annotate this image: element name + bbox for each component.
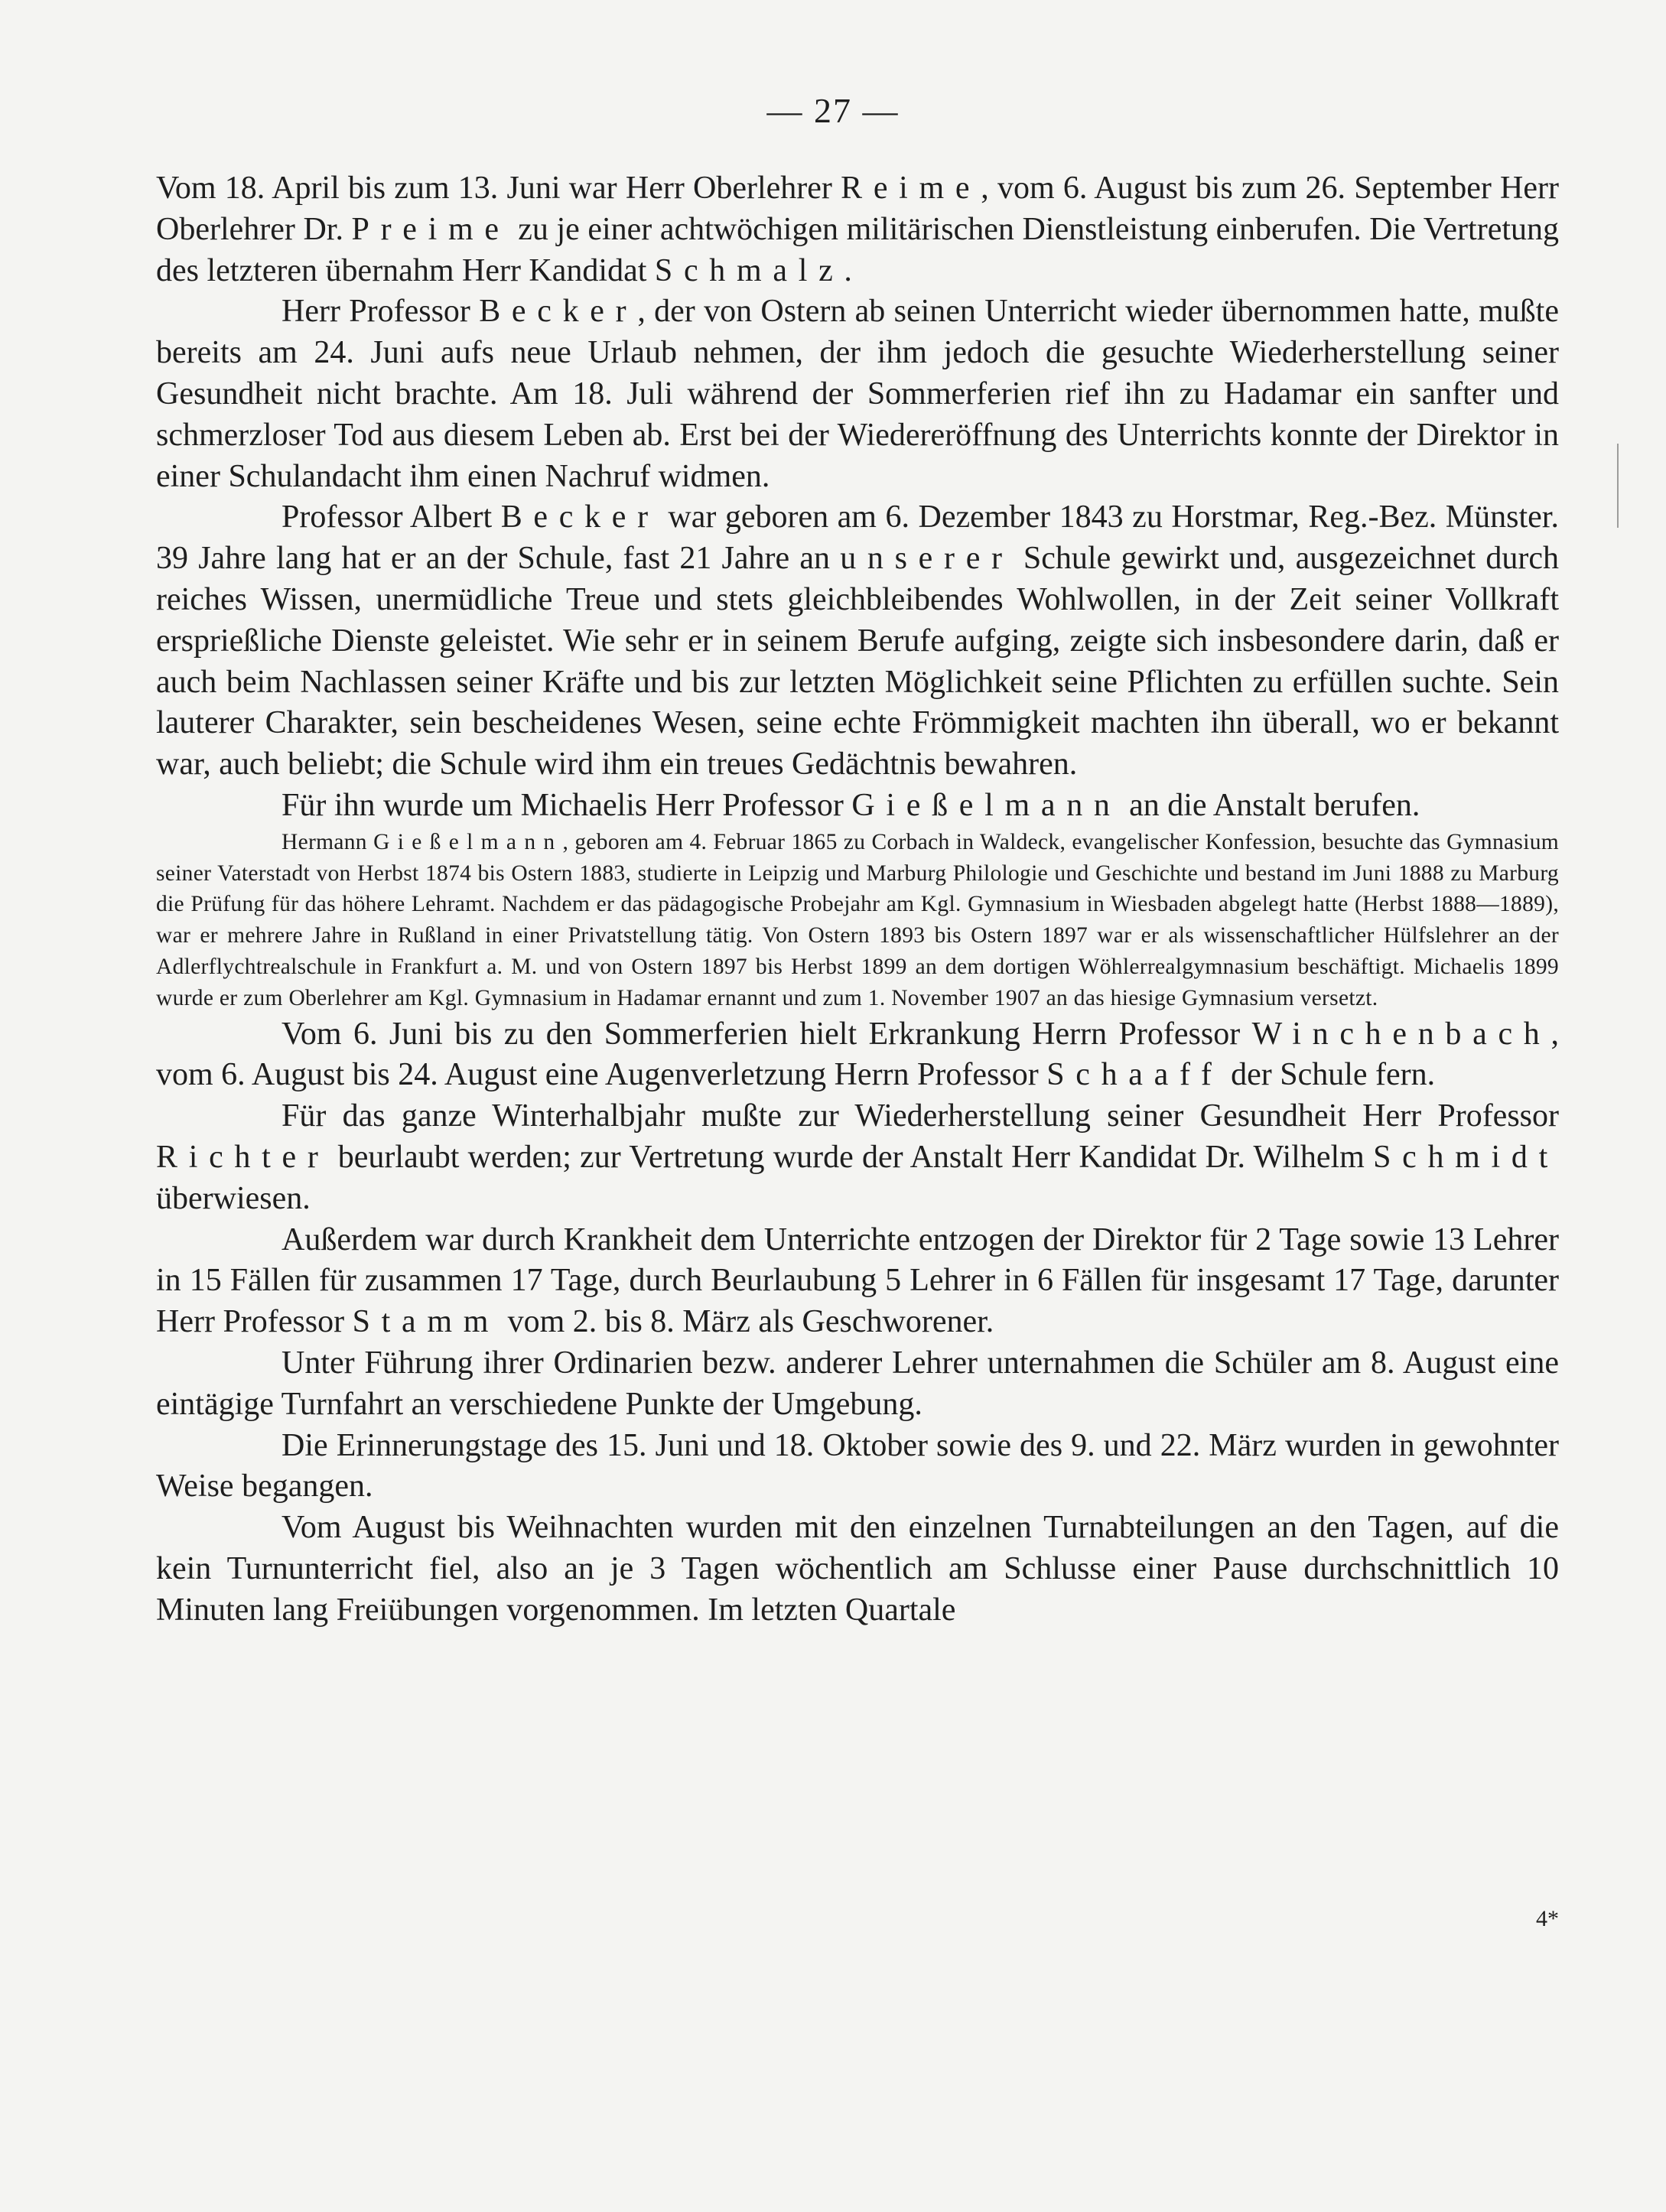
text-run: Vom 18. April bis zum 13. Juni war Herr Oberlehrer [156, 171, 841, 206]
text-run: vom 2. bis 8. März als Geschworener. [499, 1304, 994, 1340]
paragraph-military-service [156, 168, 1559, 291]
text-run: zu je einer achtwöchigen militärischen Dienstleistung einberufen. Die Vertretung des letzteren übernahm Herr Kandidat [156, 211, 1559, 288]
spaced-name: Richter [156, 1139, 330, 1175]
paragraph-winter-leave [156, 1096, 1559, 1219]
paragraph-becker-obituary [156, 497, 1559, 786]
text-run: , vom 6. August bis 24. August eine Augenverletzung Herrn Professor [156, 1016, 1559, 1093]
text-run: Hermann [281, 829, 374, 854]
spaced-name: Winchenbach [1251, 1016, 1551, 1052]
spaced-name: Reime [841, 171, 981, 206]
page-number: — 27 — [766, 91, 900, 130]
spaced-name: Becker [500, 499, 659, 535]
text-run: , der von Ostern ab seinen Unterricht wieder übernommen hatte, mußte bereits am 24. Juni aufs neue Urlaub nehmen, der ihm jedoch die gesuchte Wiederherstellung seiner Gesundheit nicht brachte. Am 18. Juli während der Sommerferien rief ihn zu Hadamar ein sanfter und schmerzloser Tod aus diesem Leben ab. Erst bei der Wiedereröffnung des Unterrichts konnte der Direktor in einer Schulandacht ihm einen Nachruf widmen. [156, 294, 1559, 494]
text-run: beurlaubt werden; zur Vertretung wurde der Anstalt Herr Kandidat Dr. Wilhelm [329, 1139, 1374, 1175]
paragraph-giesselmann-appointment [156, 786, 1559, 827]
main-text [156, 168, 1559, 1631]
text-run: Für das ganze Winterhalbjahr mußte zur Wiederherstellung seiner Gesundheit Herr Professor [281, 1098, 1559, 1134]
paragraph-excursion: Unter Führung ihrer Ordinarien bezw. anderer Lehrer unternahmen die Schüler am 8. August eine eintägige Turnfahrt an verschiedene Punkte der Umgebung. [156, 1345, 1559, 1422]
text-run: , vom 6. August bis zum 26. September Herr Oberlehrer Dr. [156, 171, 1559, 247]
paragraph-gymnastics: Vom August bis Weihnachten wurden mit den einzelnen Turnabteilungen an den Tagen, auf die kein Turnunterricht fiel, also an je 3 Tagen wöchentlich am Schlusse einer Pause durchschnittlich 10 Minuten lang Freiübungen vorgenommen. Im letzten Quartale [156, 1510, 1559, 1628]
paragraph-absence-statistics [156, 1220, 1559, 1343]
paragraph-commemoration-days: Die Erinnerungstage des 15. Juni und 18. Oktober sowie des 9. und 22. März wurden in gewohnter Weise begangen. [156, 1427, 1559, 1504]
biography-note [156, 827, 1559, 1014]
text-run: Herr Professor [281, 294, 480, 330]
spaced-name: Gießelmann [851, 787, 1121, 823]
text-run: Professor Albert [281, 499, 501, 535]
spaced-name: Stamm [352, 1304, 500, 1340]
text-run: Außerdem war durch Krankheit dem Unterrichte entzogen der Direktor für 2 Tage sowie 13 Lehrer in 15 Fällen für zusammen 17 Tage, durch Beurlaubung 5 Lehrer in 6 Fällen für insgesamt 17 Tage, darunter Herr Professor [156, 1221, 1559, 1340]
text-run: , geboren am 4. Februar 1865 zu Corbach in Waldeck, evangelischer Konfession, besuchte das Gymnasium seiner Vaterstadt von Herbst 1874 bis Ostern 1883, studierte in Leipzig und Marburg Philologie und Geschichte und bestand im Juni 1888 zu Marburg die Prüfung für das höhere Lehramt. Nachdem er das pädagogische Probejahr am Kgl. Gymnasium in Wiesbaden abgelegt hatte (Herbst 1888—1889), war er mehrere Jahre in Rußland in einer Privatstellung tätig. Von Ostern 1893 bis Ostern 1897 war er als wissenschaftlicher Hülfslehrer an der Adlerflychtrealschule in Frankfurt a. M. und von Ostern 1897 bis Herbst 1899 an dem dortigen Wöhlerrealgymnasium beschäftigt. Michaelis 1899 wurde er zum Oberlehrer am Kgl. Gymnasium in Hadamar ernannt und zum 1. November 1907 an das hiesige Gymnasium versetzt. [156, 829, 1559, 1010]
text-run: Für ihn wurde um Michaelis Herr Professor [281, 787, 852, 823]
spaced-name: Schmalz [654, 252, 844, 288]
spaced-name: Schmidt [1373, 1139, 1559, 1175]
paragraph-illness-absences [156, 1014, 1559, 1097]
text-run: Schule gewirkt und, ausgezeichnet durch reiches Wissen, unermüdliche Treue und stets gleichbleibendes Wohlwollen, in der Zeit seiner Vollkraft ersprießliche Dienste geleistet. Wie sehr er in seinem Berufe aufging, zeigte sich insbesondere darin, daß er auch beim Nachlassen seiner Kräfte und bis zur letzten Möglichkeit seine Pflichten zu erfüllen suchte. Sein lauterer Charakter, sein bescheidenes Wesen, seine echte Frömmigkeit machten ihn überall, wo er bekannt war, auch beliebt; die Schule wird ihm ein treues Gedächtnis bewahren. [156, 541, 1559, 782]
paragraph-becker-death [156, 291, 1559, 497]
text-run: an die Anstalt berufen. [1121, 787, 1420, 823]
text-run: Vom 6. Juni bis zu den Sommerferien hielt Erkrankung Herrn Professor [281, 1016, 1252, 1052]
spaced-name: Preime [351, 211, 510, 247]
margin-mark [1617, 444, 1619, 528]
spaced-name: Gießelmann [373, 829, 563, 854]
text-run: überwiesen. [156, 1180, 311, 1216]
signature-mark: 4* [1536, 1906, 1559, 1931]
spaced-word: unserer [840, 541, 1014, 577]
spaced-name: Schaaff [1046, 1057, 1223, 1093]
text-run: . [844, 252, 852, 288]
spaced-name: Becker [479, 294, 638, 330]
text-run: der Schule fern. [1222, 1057, 1436, 1093]
text-run: war geboren am 6. Dezember 1843 zu Horstmar, Reg.-Bez. Münster. 39 Jahre lang hat er an der Schule, fast 21 Jahre an [156, 499, 1559, 577]
